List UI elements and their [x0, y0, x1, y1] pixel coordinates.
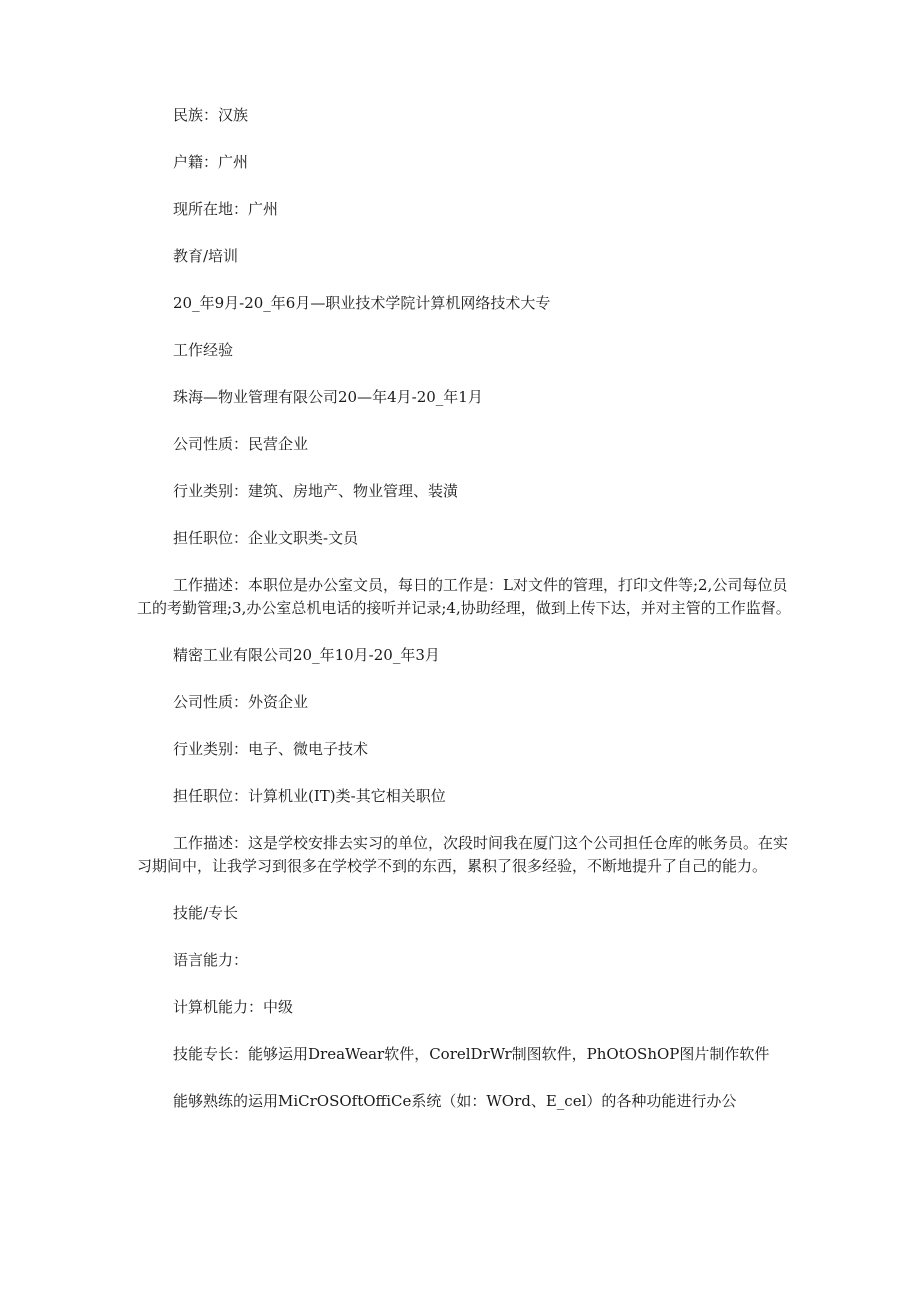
paragraph-job-2-position: 担任职位：计算机业(IT)类-其它相关职位: [173, 787, 446, 805]
paragraph-job-2-company: 精密工业有限公司20_年10月-20_年3月: [173, 646, 440, 664]
paragraph-skill-specialties: 技能专长：能够运用DreaWear软件，CorelDrWr制图软件，PhOtOShOP图片制作软件: [173, 1045, 770, 1063]
paragraph-job-1-company: 珠海—物业管理有限公司20—年4月-20_年1月: [173, 388, 483, 406]
paragraph-job-1-company-type: 公司性质：民营企业: [173, 435, 309, 453]
section-heading-education: 教育/培训: [173, 247, 239, 265]
paragraph-job-1-description: 工作描述：本职位是办公室文员，每日的工作是：L对文件的管理，打印文件等;2,公司每位员工的考勤管理;3,办公室总机电话的接听并记录;4,协助经理，做到上传下达，并对主管的工作监督。: [137, 576, 791, 617]
paragraph-office-skills: 能够熟练的运用MiCrOSOftOffiCe系统（如：WOrd、E_cel）的各种功能进行办公: [173, 1092, 737, 1110]
section-heading-work-experience: 工作经验: [173, 341, 234, 359]
document-body: [137, 104, 797, 1137]
section-heading-skills: 技能/专长: [173, 904, 239, 922]
paragraph-job-2-description: 工作描述：这是学校安排去实习的单位，次段时间我在厦门这个公司担任仓库的帐务员。在实习期间中，让我学习到很多在学校学不到的东西，累积了很多经验，不断地提升了自己的能力。: [137, 834, 789, 875]
paragraph-education-entry: 20_年9月-20_年6月—职业技术学院计算机网络技术大专: [173, 294, 551, 312]
paragraph-job-1-industry: 行业类别：建筑、房地产、物业管理、装潢: [173, 482, 459, 500]
paragraph-job-1-position: 担任职位：企业文职类-文员: [173, 529, 359, 547]
paragraph-job-2-company-type: 公司性质：外资企业: [173, 693, 309, 711]
paragraph-ethnicity: 民族：汉族: [173, 106, 249, 124]
paragraph-current-location: 现所在地：广州: [173, 200, 279, 218]
paragraph-job-2-industry: 行业类别：电子、微电子技术: [173, 740, 369, 758]
paragraph-household-registration: 户籍：广州: [173, 153, 249, 171]
paragraph-computer-ability: 计算机能力：中级: [173, 998, 294, 1016]
paragraph-language-ability: 语言能力：: [173, 951, 249, 969]
